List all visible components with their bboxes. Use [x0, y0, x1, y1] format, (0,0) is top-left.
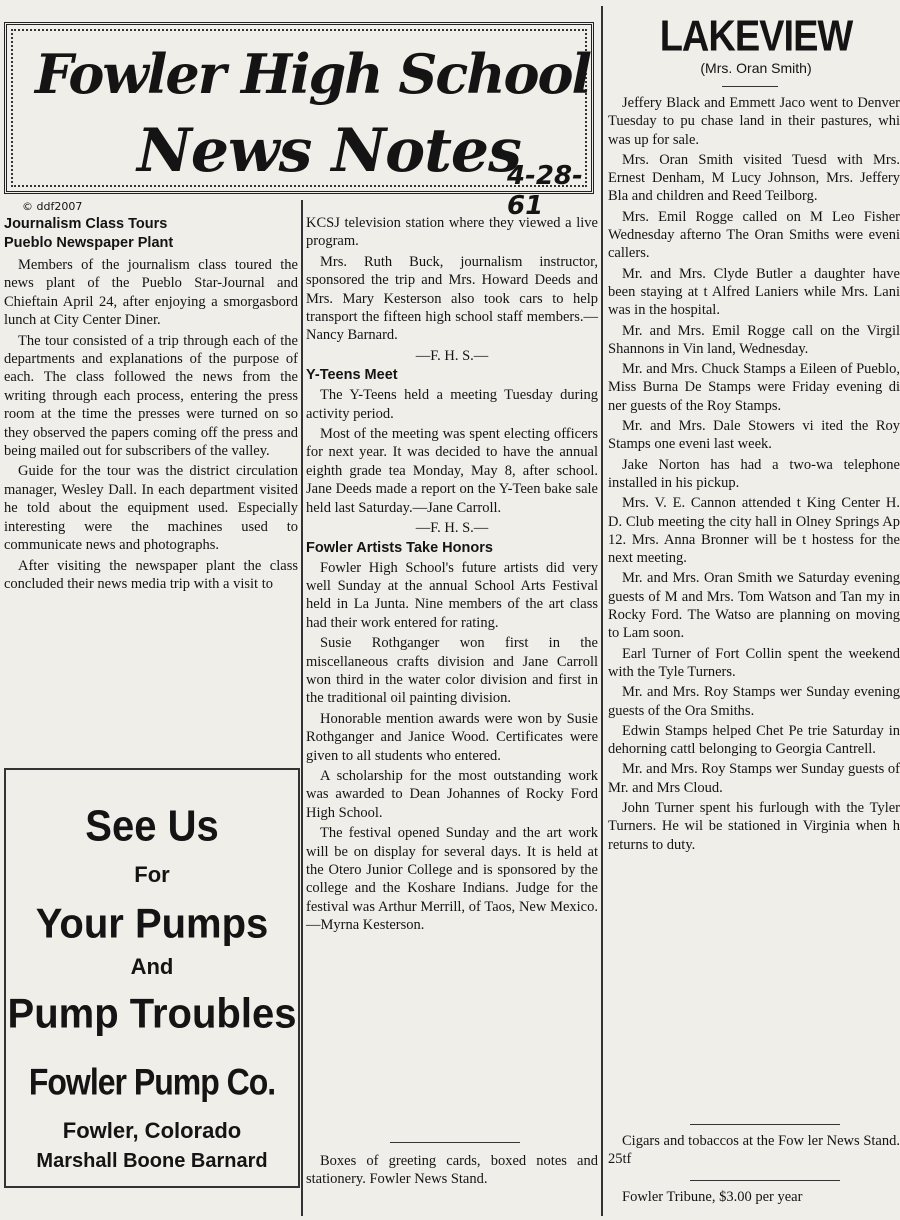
lakeview-item: Mr. and Mrs. Roy Stamps wer Sunday guests of Mr. and Mrs Cloud. — [608, 761, 900, 796]
article-paragraph: A scholarship for the most outstanding work was awarded to Dean Johannes of Rocky Ford High School. — [306, 767, 598, 821]
classified-ad-cigars — [608, 1132, 900, 1171]
lakeview-item: Mrs. Oran Smith visited Tuesd with Mrs. Ernest Denham, M Lucy Johnson, Mrs. Jeffery Bla and children and Reed Teilborg. — [608, 151, 900, 205]
masthead-title-line1: Fowler High School — [35, 42, 591, 106]
ad-location: Fowler, Colorado — [62, 1118, 242, 1143]
article-paragraph: Fowler High School's future artists did very well Sunday at the annual School Arts Festival held in La Junta. Nine members of the art class had their work entered for rating. — [306, 559, 598, 631]
lakeview-item: Edwin Stamps helped Chet Pe trie Saturday in dehorning cattl belonging to Georgia Cantrell. — [608, 722, 900, 758]
lakeview-item: Mr. and Mrs. Dale Stowers vi ited the Roy Stamps one eveni last week. — [608, 418, 900, 453]
masthead-title-line2: News Notes — [137, 116, 521, 186]
column-lakeview — [608, 94, 900, 856]
ad-line: See Us — [85, 801, 219, 851]
article-paragraph: Guide for the tour was the district circulation manager, Wesley Dall. In each department visited he told about the equipment used. Especially interesting were the machines used to communicate news and photographs. — [4, 463, 298, 554]
classified-divider — [690, 1180, 840, 1181]
lakeview-item: Mr. and Mrs. Clyde Butler a daughter have been staying at t Alfred Laniers while Mrs. Lani was in the hospital. — [608, 265, 900, 319]
section-separator: —F. H. S.— — [415, 520, 489, 537]
lakeview-item: Mrs. Emil Rogge called on M Leo Fisher Wednesday afterno The Oran Smiths were eveni callers. — [608, 208, 900, 262]
notice-divider — [390, 1142, 520, 1143]
article-continuation: KCSJ television station where they viewed a live program. — [306, 215, 598, 250]
column-rule-1 — [301, 200, 303, 1216]
column-school-news — [306, 214, 598, 937]
lakeview-title: LAKEVIEW — [659, 12, 853, 62]
headline-journalism-1: Journalism Class Tours — [4, 216, 168, 232]
masthead-date: 4-28-61 — [507, 161, 583, 221]
headline-yteens: Y-Teens Meet — [306, 367, 398, 384]
article-paragraph: Honorable mention awards were won by Susie Rothganger and Janice Wood. Certificates were given to all students who entered. — [306, 710, 598, 764]
pump-advertisement — [4, 768, 300, 1188]
article-paragraph: The tour consisted of a trip through each of the departments and explanations of the purpose of each. The class followed the news from the writing through each process, entering the press room at the time the presses were turned on so they observed the papers coming off the press and being mailed out for subscribers of the valley. — [4, 332, 298, 460]
ad-line: And — [130, 954, 174, 979]
column-journalism — [4, 216, 298, 595]
column-rule-2 — [601, 6, 603, 1216]
article-paragraph: Members of the journalism class toured the news plant of the Pueblo Star-Journal and Chieftain April 24, after enjoying a smorgasbord lunch at City Center Diner. — [4, 257, 298, 329]
headline-journalism-2: Pueblo Newspaper Plant — [4, 235, 174, 251]
classified-text: Fowler Tribune, $3.00 per year — [622, 1189, 803, 1205]
lakeview-item: Mr. and Mrs. Emil Rogge call on the Virgil Shannons in Vin land, Wednesday. — [608, 322, 900, 357]
lakeview-item: Mr. and Mrs. Oran Smith we Saturday evening guests of M and Mrs. Tom Watson and Tan my in Rocky Ford. The Watso are planning on moving to Lam soon. — [608, 570, 900, 642]
notice-text: Boxes of greeting cards, boxed notes and stationery. Fowler News Stand. — [306, 1153, 598, 1188]
headline-artists: Fowler Artists Take Honors — [306, 539, 493, 556]
ad-company-name: Fowler Pump Co. — [28, 1061, 276, 1103]
article-paragraph: The festival opened Sunday and the art work will be on display for several days. It is held at the Otero Junior College and is sponsored by the college and the Koshare Indians. Judge for the festival was Arthur Merrill, of Taos, New Mexico.—Myrna Kesterson. — [306, 825, 598, 934]
lakeview-item: Jeffery Black and Emmett Jaco went to Denver Tuesday to pu chase land in their pastures, whi was up for sale. — [608, 95, 900, 148]
news-stand-notice — [306, 1152, 598, 1191]
section-separator: —F. H. S.— — [415, 347, 489, 364]
lakeview-divider — [722, 86, 778, 87]
lakeview-item: Jake Norton has had a two-wa telephone installed in his pickup. — [608, 456, 900, 491]
article-paragraph: Susie Rothganger won first in the miscellaneous crafts division and Jane Carroll won third in the water color division and first in the traditional oil painting division. — [306, 635, 598, 707]
lakeview-item: Mrs. V. E. Cannon attended t King Center H. D. Club meeting the city hall in Olney Springs Ap 12. Mrs. Anna Bronner will be t hostess for the next meeting. — [608, 495, 900, 567]
lakeview-item: Mr. and Mrs. Roy Stamps wer Sunday evening guests of the Ora Smiths. — [608, 684, 900, 719]
article-paragraph: Mrs. Ruth Buck, journalism instructor, sponsored the trip and Mrs. Howard Deeds and Mrs. Mary Kesterson also took cars to help transport the fifteen high school staff members.—Nancy Barnard. — [306, 253, 598, 344]
copyright-credit: © ddf2007 — [22, 200, 83, 213]
classified-text: Cigars and tobaccos at the Fow ler News Stand. 25tf — [608, 1133, 900, 1168]
ad-line: Pump Troubles — [7, 990, 297, 1038]
article-paragraph: Most of the meeting was spent electing officers for next year. It was decided to have the annual eighth grade tea Monday, May 8, after school. Jane Deeds made a report on the Y-Teen bake sale held last Saturday.—Jane Carroll. — [306, 426, 598, 516]
lakeview-item: John Turner spent his furlough with the Tyler Turners. He wil be stationed in Virginia when h returns to duty. — [608, 799, 900, 853]
lakeview-item: Mr. and Mrs. Chuck Stamps a Eileen of Pueblo, Miss Burna De Stamps were Friday evening di ner guests of the Roy Stamps. — [608, 361, 900, 414]
article-paragraph: The Y-Teens held a meeting Tuesday during activity period. — [306, 387, 598, 422]
ad-line: Your Pumps — [35, 900, 269, 948]
classified-divider — [690, 1124, 840, 1125]
ad-line: For — [134, 862, 170, 887]
lakeview-item: Earl Turner of Fort Collin spent the weekend with the Tyle Turners. — [608, 645, 900, 680]
ad-proprietor: Marshall Boone Barnard — [36, 1150, 268, 1172]
lakeview-byline: (Mrs. Oran Smith) — [700, 60, 812, 76]
classified-ad-tribune — [608, 1188, 900, 1208]
article-paragraph: After visiting the newspaper plant the class concluded their news media trip with a visit to — [4, 557, 298, 592]
